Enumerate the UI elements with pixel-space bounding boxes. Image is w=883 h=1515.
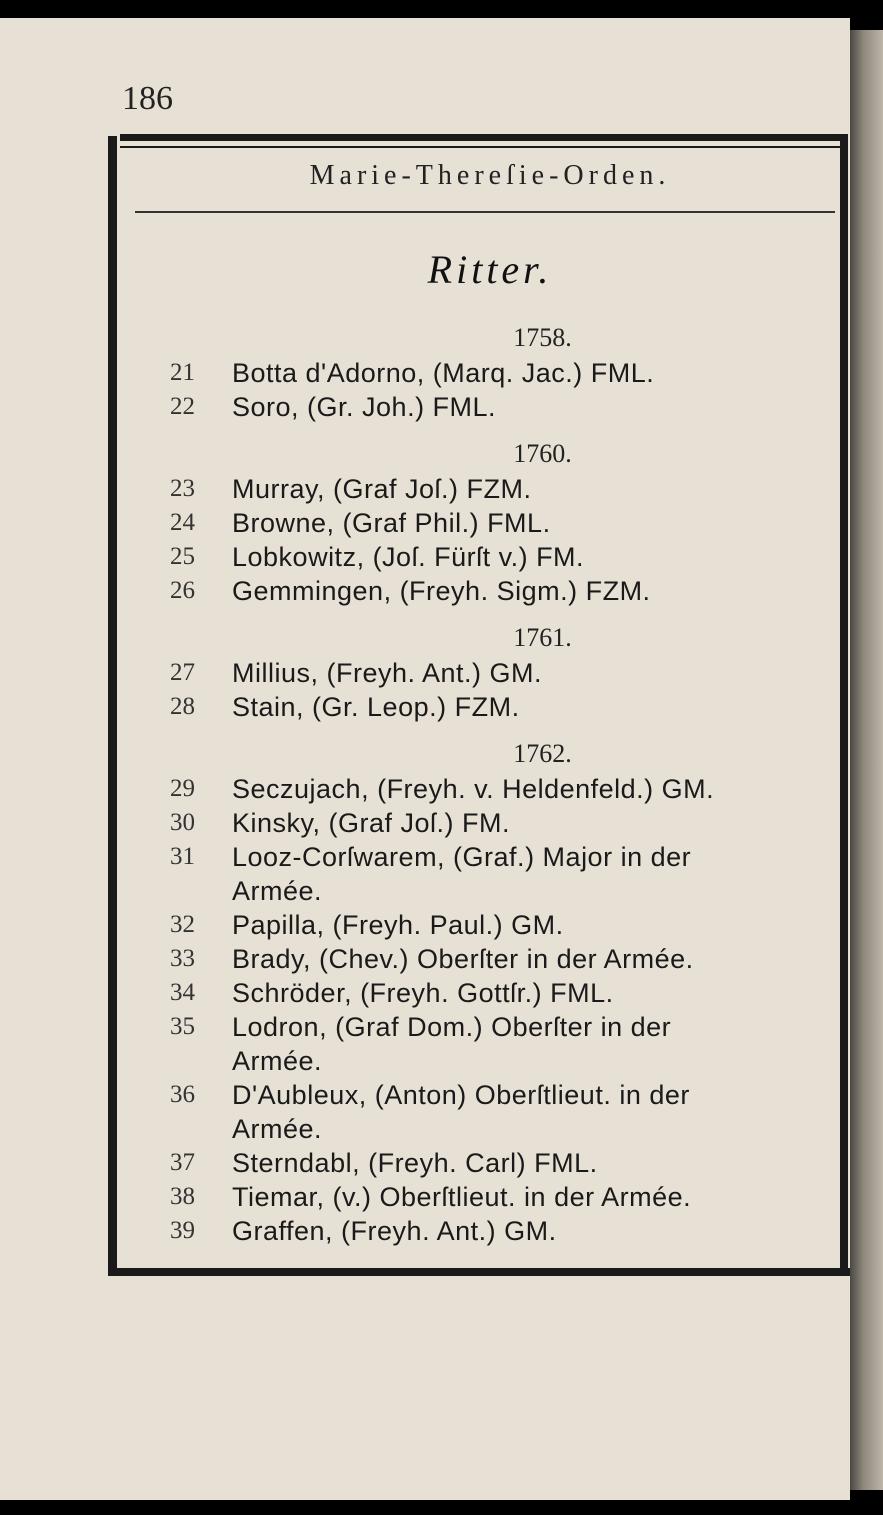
frame-border-bottom [108, 1268, 850, 1276]
entry-text: Millius, (Freyh. Ant.) GM. [232, 658, 543, 688]
entry-text: Murray, (Graf Joſ.) FZM. [232, 474, 532, 504]
list-item [170, 472, 845, 506]
entry-text [232, 1010, 845, 1078]
year-heading: 1758. [513, 323, 572, 352]
list-item [170, 540, 845, 574]
entry-text [232, 840, 845, 908]
list-item [170, 390, 845, 424]
entry-number: 36 [170, 1081, 195, 1108]
list-item [170, 1146, 845, 1180]
entry-number: 26 [170, 577, 195, 604]
entry-number: 29 [170, 775, 195, 802]
entry-text-continuation: Armée. [232, 1114, 323, 1144]
list-item [170, 1078, 845, 1146]
entry-number: 27 [170, 659, 195, 686]
page-number: 186 [122, 80, 173, 117]
entry-text: Sterndabl, (Freyh. Carl) FML. [232, 1148, 598, 1178]
entry-text-continuation: Armée. [232, 1046, 323, 1076]
year-heading: 1762. [513, 739, 572, 768]
list-item [170, 656, 845, 690]
entry-number: 31 [170, 843, 195, 870]
entry-text-continuation: Armée. [232, 876, 323, 906]
entry-text-line: Lodron, (Graf Dom.) Oberſter in der [232, 1012, 672, 1042]
list-item [170, 840, 845, 908]
year-heading: 1760. [513, 439, 572, 468]
entry-text: Lobkowitz, (Joſ. Fürſt v.) FM. [232, 542, 585, 572]
list-item [170, 506, 845, 540]
entry-text: Kinsky, (Graf Joſ.) FM. [232, 808, 511, 838]
entry-text: Browne, (Graf Phil.) FML. [232, 508, 551, 538]
frame-border-top [120, 134, 848, 141]
entry-number: 39 [170, 1217, 195, 1244]
list-item [170, 908, 845, 942]
heading-rule [135, 211, 835, 213]
entry-text: Botta d'Adorno, (Marq. Jac.) FML. [232, 358, 655, 388]
entry-number: 30 [170, 809, 195, 836]
list-item [170, 1214, 845, 1248]
entry-text [232, 1078, 845, 1146]
entry-text-line: D'Aubleux, (Anton) Oberſtlieut. in der [232, 1080, 690, 1110]
entry-text: Graffen, (Freyh. Ant.) GM. [232, 1216, 557, 1246]
entry-number: 35 [170, 1013, 195, 1040]
frame-border-top-inner [120, 146, 848, 148]
entry-text: Stain, (Gr. Leop.) FZM. [232, 692, 520, 722]
subheading: Ritter. [427, 247, 553, 292]
entry-text: Brady, (Chev.) Oberſter in der Armée. [232, 944, 694, 974]
list-item [170, 976, 845, 1010]
entry-number: 33 [170, 945, 195, 972]
entry-text: Papilla, (Freyh. Paul.) GM. [232, 910, 564, 940]
list-item [170, 942, 845, 976]
entry-text-line: Looz-Corſwarem, (Graf.) Major in der [232, 842, 692, 872]
entry-text: Seczujach, (Freyh. v. Heldenfeld.) GM. [232, 774, 715, 804]
entry-number: 32 [170, 911, 195, 938]
list-item [170, 772, 845, 806]
list-item [170, 356, 845, 390]
list-item [170, 1180, 845, 1214]
entry-number: 24 [170, 509, 195, 536]
entry-number: 34 [170, 979, 195, 1006]
list-item [170, 574, 845, 608]
frame-border-right [840, 136, 848, 1268]
entry-number: 25 [170, 543, 195, 570]
entry-text: Gemmingen, (Freyh. Sigm.) FZM. [232, 576, 651, 606]
entry-number: 21 [170, 359, 195, 386]
entry-number: 38 [170, 1183, 195, 1210]
entry-number: 28 [170, 693, 195, 720]
entry-text: Schröder, (Freyh. Gottſr.) FML. [232, 978, 614, 1008]
list-item [170, 690, 845, 724]
year-heading: 1761. [513, 623, 572, 652]
list-item [170, 806, 845, 840]
frame-border-left [108, 136, 117, 1268]
knights-list [170, 320, 845, 1248]
entry-number: 22 [170, 393, 195, 420]
entry-number: 23 [170, 475, 195, 502]
list-item [170, 1010, 845, 1078]
entry-text: Tiemar, (v.) Oberſtlieut. in der Armée. [232, 1182, 692, 1212]
section-title: Marie-Thereſie-Orden. [309, 160, 671, 191]
page-edge [850, 30, 883, 1490]
entry-text: Soro, (Gr. Joh.) FML. [232, 392, 497, 422]
entry-number: 37 [170, 1149, 195, 1176]
